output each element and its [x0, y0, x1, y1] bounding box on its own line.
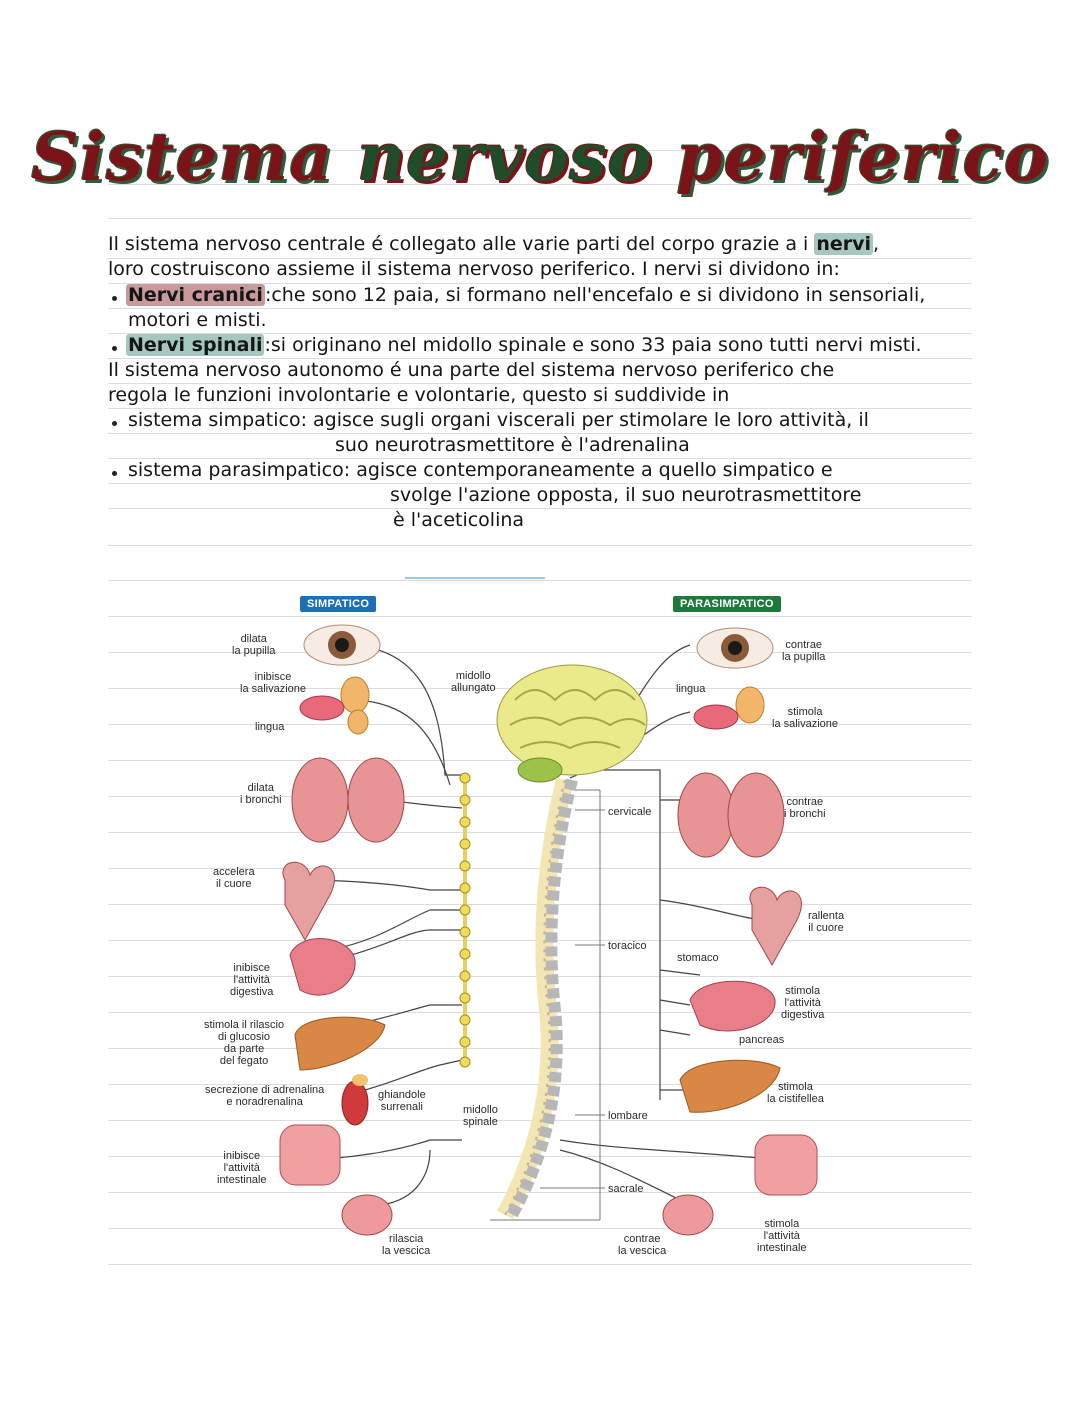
label-rilascio-glucosio: stimola il rilascio di glucosio da parte del fegato	[204, 1019, 285, 1067]
label-stimola-salivazione: stimola la salivazione	[772, 706, 839, 730]
bullet-nervi-cranici: Nervi cranici :che sono 12 paia, si formano nell'encefalo e si dividono in sensoriali,	[128, 284, 926, 306]
text-line-8: suo neurotrasmettitore è l'adrenalina	[335, 434, 690, 456]
liver-right-illustration	[680, 1060, 780, 1112]
title-word-2: nervoso	[357, 118, 653, 196]
intestine-left-illustration	[280, 1125, 340, 1185]
salivary-gland-right-illustration	[736, 687, 764, 723]
label-midollo-allungato: midollo allungato	[451, 670, 496, 694]
text-line-2: loro costruiscono assieme il sistema nervoso periferico. I nervi si dividono in:	[108, 258, 840, 280]
label-accelera-cuore: accelera il cuore	[213, 866, 255, 890]
text-line-11: è l'aceticolina	[393, 509, 525, 531]
highlight-nervi-cranici: Nervi cranici	[128, 284, 263, 306]
bullet-parasimpatico: sistema parasimpatico: agisce contemporaneamente a quello simpatico e	[128, 459, 833, 481]
text-line-3: motori e misti.	[128, 309, 267, 331]
label-lingua-left: lingua	[255, 721, 285, 733]
title-word-1: Sistema	[31, 118, 334, 196]
label-stomaco: stomaco	[677, 952, 719, 964]
eye-left-illustration	[304, 625, 380, 665]
label-inibisce-intestinale: inibisce l'attività intestinale	[217, 1150, 267, 1186]
label-stimola-digestiva: stimola l'attività digestiva	[781, 985, 825, 1021]
bullet-simpatico: sistema simpatico: agisce sugli organi viscerali per stimolare le loro attività, il	[128, 409, 869, 431]
text-line-1: Il sistema nervoso centrale é collegato alle varie parti del corpo grazie a i nervi ,	[108, 233, 880, 255]
tongue-left-illustration	[300, 696, 344, 720]
label-contrae-vescica: contrae la vescica	[618, 1233, 667, 1257]
bullet-nervi-spinali: Nervi spinali :si originano nel midollo spinale e sono 33 paia sono tutti nervi misti.	[128, 334, 922, 356]
heart-right-illustration	[750, 887, 801, 965]
intestine-right-illustration	[755, 1135, 817, 1195]
salivary-gland-left-illustration	[341, 677, 369, 734]
label-stimola-intestinale: stimola l'attività intestinale	[757, 1218, 807, 1254]
text-line-10: svolge l'azione opposta, il suo neurotrasmettitore	[390, 484, 862, 506]
text-line-6: regola le funzioni involontarie e volontarie, questo si suddivide in	[108, 384, 730, 406]
label-stimola-cistifellea: stimola la cistifellea	[767, 1081, 824, 1105]
stomach-right-illustration	[690, 981, 775, 1031]
sympathetic-nerve-lines	[290, 645, 462, 1205]
badge-simpatico: SIMPATICO	[300, 596, 376, 612]
label-dilata-bronchi: dilata i bronchi	[240, 782, 282, 806]
lungs-left-illustration	[292, 758, 404, 842]
label-rallenta-cuore: rallenta il cuore	[808, 910, 845, 934]
label-contrae-pupilla: contrae la pupilla	[782, 639, 826, 663]
label-cervicale: cervicale	[608, 806, 652, 818]
lungs-right-illustration	[678, 773, 784, 857]
text-line-5: Il sistema nervoso autonomo é una parte del sistema nervoso periferico che	[108, 359, 835, 381]
brain-illustration	[497, 665, 647, 782]
adrenal-gland-left-illustration	[342, 1074, 368, 1125]
sympathetic-chain	[460, 773, 470, 1067]
label-inibisce-salivazione: inibisce la salivazione	[240, 671, 307, 695]
label-contrae-bronchi: contrae i bronchi	[784, 796, 826, 820]
label-toracico: toracico	[608, 940, 647, 952]
label-ghiandole-surrenali: ghiandole surrenali	[378, 1089, 426, 1113]
label-midollo-spinale: midollo spinale	[463, 1104, 498, 1128]
highlight-nervi: nervi	[816, 233, 872, 255]
label-inibisce-digestiva: inibisce l'attività digestiva	[230, 962, 274, 998]
stomach-left-illustration	[290, 939, 355, 996]
liver-left-illustration	[295, 1017, 385, 1070]
bladder-left-illustration	[342, 1195, 392, 1235]
tongue-right-illustration	[694, 705, 738, 729]
bladder-right-illustration	[663, 1195, 713, 1235]
heart-left-illustration	[283, 862, 334, 940]
label-secrezione-adrenalina: secrezione di adrenalina e noradrenalina	[205, 1084, 325, 1108]
title-word-3: periferico	[676, 118, 1049, 196]
eye-right-illustration	[697, 628, 773, 668]
badge-parasimpatico: PARASIMPATICO	[673, 596, 781, 612]
label-lombare: lombare	[608, 1110, 648, 1122]
label-sacrale: sacrale	[608, 1183, 644, 1195]
label-dilata-pupilla: dilata la pupilla	[232, 633, 276, 657]
highlight-nervi-spinali: Nervi spinali	[128, 334, 263, 356]
label-rilascia-vescica: rilascia la vescica	[382, 1233, 431, 1257]
label-lingua-right: lingua	[676, 683, 706, 695]
spine-illustration	[505, 780, 572, 1215]
label-pancreas: pancreas	[739, 1034, 785, 1046]
